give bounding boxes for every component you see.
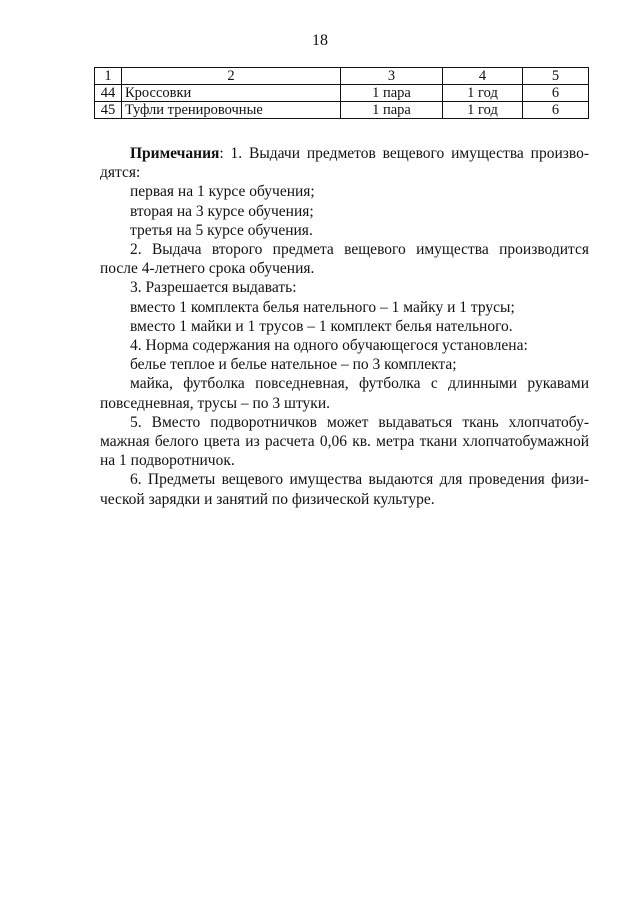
header-cell: 4 — [443, 68, 523, 85]
note-3-item: вместо 1 комплекта белья нательного – 1 майку и 1 трусы; — [130, 298, 515, 316]
table-header-row — [95, 68, 589, 85]
item-quantity: 1 пара — [341, 102, 443, 119]
note-4-item: белье теплое и белье нательное – по 3 комплекта; — [130, 356, 457, 374]
note-4-item-line: майка, футболка повседневная, футболка с длинными рукавами — [130, 375, 589, 393]
row-number: 44 — [95, 85, 122, 102]
item-name: Туфли тренировочные — [122, 102, 341, 119]
item-code: 6 — [523, 102, 589, 119]
row-number: 45 — [95, 102, 122, 119]
note-2-line-end: после 4-летнего срока обучения. — [100, 260, 315, 278]
note-3: 3. Разрешается выдавать: — [130, 279, 297, 297]
header-cell: 1 — [95, 68, 122, 85]
note-1-line — [100, 144, 589, 163]
page-number: 18 — [312, 32, 328, 49]
item-term: 1 год — [443, 85, 523, 102]
note-1-item: первая на 1 курсе обучения; — [130, 183, 315, 201]
item-name: Кроссовки — [122, 85, 341, 102]
notes-section — [100, 144, 589, 509]
note-1-text: : 1. Выдачи предметов вещевого имущества произво- — [219, 145, 589, 162]
header-cell: 5 — [523, 68, 589, 85]
note-5-line-end: на 1 подворотничок. — [100, 452, 235, 470]
table-row — [95, 85, 589, 102]
note-5-line: мажная белого цвета из расчета 0,06 кв. метра ткани хлопчатобумажной — [100, 433, 589, 451]
header-cell: 2 — [122, 68, 341, 85]
note-4: 4. Норма содержания на одного обучающегося установлена: — [130, 337, 528, 355]
note-6-line: 6. Предметы вещевого имущества выдаются для проведения физи- — [130, 471, 589, 489]
note-1-item: третья на 5 курсе обучения. — [130, 221, 313, 239]
items-table — [94, 67, 589, 119]
header-cell: 3 — [341, 68, 443, 85]
table-row — [95, 102, 589, 119]
note-6-line-end: ческой зарядки и занятий по физической культуре. — [100, 490, 435, 508]
note-2-line: 2. Выдача второго предмета вещевого имущества производится — [130, 241, 589, 259]
note-5-line: 5. Вместо подворотничков может выдаваться ткань хлопчатобу- — [130, 413, 589, 431]
item-term: 1 год — [443, 102, 523, 119]
item-code: 6 — [523, 85, 589, 102]
note-1-line-end: дятся: — [100, 164, 141, 182]
note-1-item: вторая на 3 курсе обучения; — [130, 202, 314, 220]
note-3-item: вместо 1 майки и 1 трусов – 1 комплект белья нательного. — [130, 317, 513, 335]
note-4-item-line-end: повседневная, трусы – по 3 штуки. — [100, 394, 331, 412]
item-quantity: 1 пара — [341, 85, 443, 102]
notes-label: Примечания — [130, 145, 220, 162]
